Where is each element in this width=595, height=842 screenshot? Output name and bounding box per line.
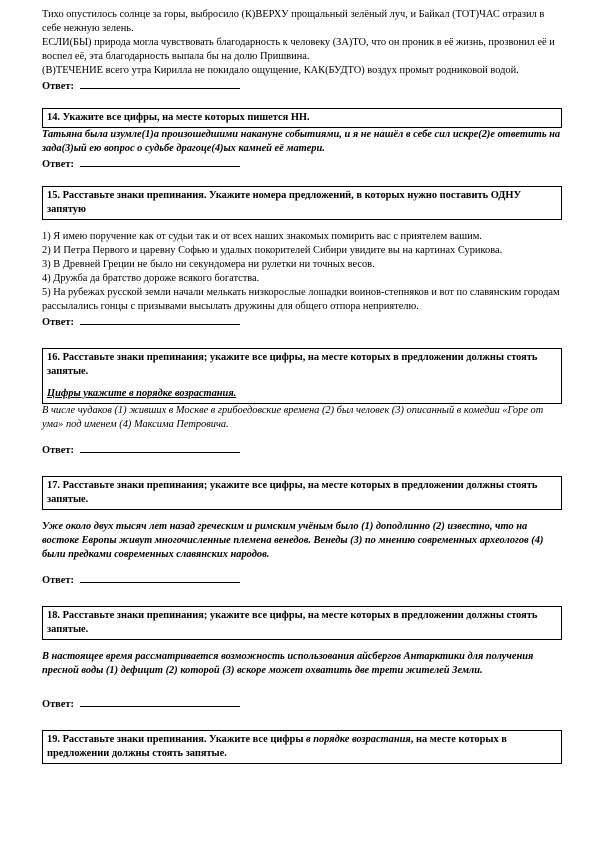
question-16-task: В числе чудаков (1) живших в Москве в грибоедовские времена (2) был человек (3) описанный в комедии «Горе от ума» под именем (4) Максима Петровича. — [42, 405, 544, 430]
question-15-title: 15. Расставьте знаки препинания. Укажите номера предложений, в которых нужно поставить ОДНУ запятую — [42, 186, 562, 220]
question-16-title: 16. Расставьте знаки препинания; укажите все цифры, на месте которых в предложении должны стоять запятые. — [47, 352, 538, 377]
list-item: 5) На рубежах русской земли начали мелькать низкорослые лошадки воинов-степняков и вот по славянским городам рассылались гонцы с призывами высылать дружины для общего отпора неприятелю. — [42, 287, 560, 312]
intro-sentence-2: ЕСЛИ(БЫ) природа могла чувствовать благодарность к человеку (ЗА)ТО, что он проник в её жизнь, прозвонил её и воспел её, эта благодарность выпала бы на долю Пришвина. — [42, 37, 555, 62]
question-15-list — [42, 230, 562, 314]
answer-label: Ответ: — [42, 81, 74, 92]
question-14-title: 14. Укажите все цифры, на месте которых пишется НН. — [42, 108, 562, 128]
intro-sentence-1: Тихо опустилось солнце за горы, выбросило (К)ВЕРХУ прощальный зелёный луч, и Байкал (ТОТ)ЧАС отразил в себе нежную зелень. — [42, 9, 545, 34]
question-19-title-a: 19. Расставьте знаки препинания. Укажите все цифры — [47, 734, 307, 745]
answer-18 — [42, 697, 562, 712]
answer-line[interactable] — [80, 443, 240, 453]
answer-16 — [42, 443, 562, 458]
answer-line[interactable] — [80, 79, 240, 89]
list-item: 3) В Древней Греции не было ни секундомера ни рулетки ни точных весов. — [42, 259, 375, 270]
question-18-task: В настоящее время рассматривается возможность использования айсбергов Антарктики для получения пресной воды (1) дефицит (2) которой (3) вскоре может охватить две трети жителей Земли. — [42, 651, 534, 676]
answer-17 — [42, 573, 562, 588]
answer-15 — [42, 315, 562, 330]
question-15 — [42, 186, 562, 330]
question-19-title-emphasis: в порядке возрастания — [306, 734, 411, 745]
question-16 — [42, 348, 562, 458]
question-16-box — [42, 348, 562, 404]
intro-block — [42, 8, 562, 78]
question-17-task: Уже около двух тысяч лет назад греческим и римским учёным было (1) доподлинно (2) известно, что на востоке Европы живут многочисленные племена венедов. Венеды (3) по мнению современных археологов (4) были предками современных славянских народов. — [42, 521, 544, 560]
list-item: 2) И Петра Первого и царевну Софью и удалых покорителей Сибири увидите вы на картинах Сурикова. — [42, 245, 503, 256]
answer-label: Ответ: — [42, 445, 74, 456]
question-19-title-c: , на месте которых в предложении должны стоять запятые. — [47, 734, 507, 759]
intro-sentence-3: (В)ТЕЧЕНИЕ всего утра Кирилла не покидало ощущение, КАК(БУДТО) воздух промыт родниковой водой. — [42, 65, 519, 76]
question-16-note: Цифры укажите в порядке возрастания. — [47, 388, 237, 399]
answer-label: Ответ: — [42, 575, 74, 586]
question-17 — [42, 476, 562, 588]
question-17-title: 17. Расставьте знаки препинания; укажите все цифры, на месте которых в предложении должны стоять запятые. — [42, 476, 562, 510]
list-item: 4) Дружба да братство дороже всякого богатства. — [42, 273, 260, 284]
answer-line[interactable] — [80, 573, 240, 583]
answer-line[interactable] — [80, 697, 240, 707]
question-19-title — [42, 730, 562, 764]
question-14 — [42, 108, 562, 172]
answer-label: Ответ: — [42, 317, 74, 328]
question-19 — [42, 730, 562, 764]
answer-label: Ответ: — [42, 159, 74, 170]
list-item: 1) Я имею поручение как от судьи так и от всех наших знакомых помирить вас с приятелем вашим. — [42, 231, 482, 242]
answer-13 — [42, 79, 562, 94]
answer-label: Ответ: — [42, 699, 74, 710]
worksheet-page — [42, 8, 562, 764]
answer-14 — [42, 157, 562, 172]
answer-line[interactable] — [80, 315, 240, 325]
answer-line[interactable] — [80, 157, 240, 167]
question-18 — [42, 606, 562, 712]
question-14-task: Татьяна была изумле(1)а произошедшими накануне событиями, и я не нашёл в себе сил искре(2)е ответить на зада(3)ый ею вопрос о судьбе драгоце(4)ых камней её матери. — [42, 129, 561, 154]
question-18-title: 18. Расставьте знаки препинания; укажите все цифры, на месте которых в предложении должны стоять запятые. — [42, 606, 562, 640]
